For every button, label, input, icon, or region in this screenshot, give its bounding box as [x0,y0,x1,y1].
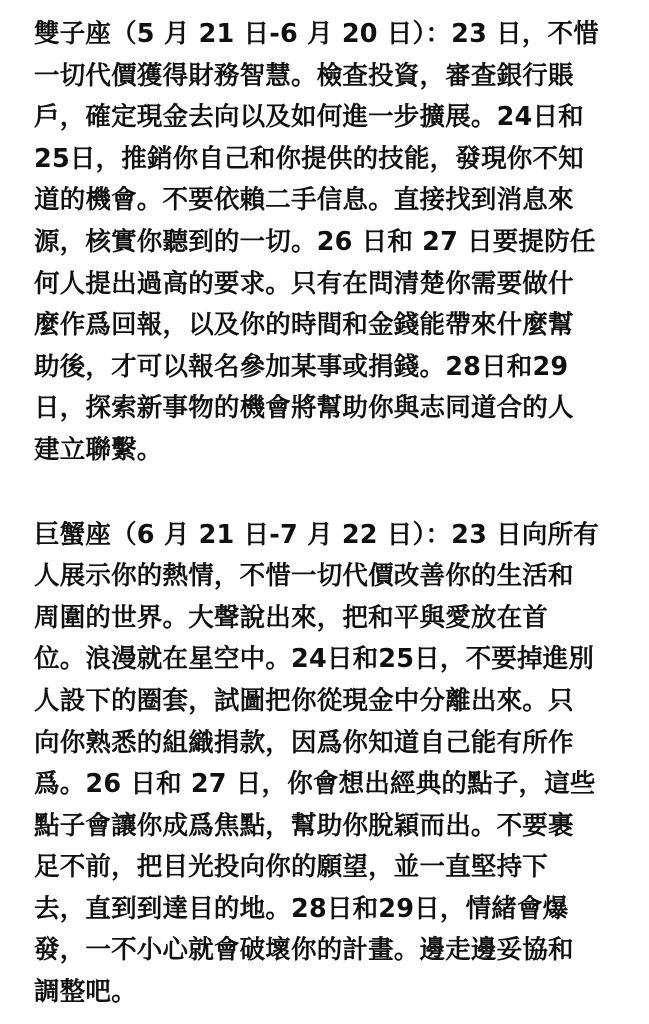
text-line: 日，探索新事物的機會將幫助你與志同道合的人 [34,393,574,424]
document-body [34,14,624,1014]
text-line: 點子會讓你成爲焦點，幫助你脫穎而出。不要裹 [34,810,574,841]
text-line: 戶，確定現金去向以及如何進一步擴展。24日和 [34,102,584,133]
text-line: 人設下的圈套，試圖把你從現金中分離出來。只 [34,685,574,716]
horoscope-cancer [34,515,624,1014]
text-line: 巨蟹座（6 月 21 日-7 月 22 日）：23 日向所有 [34,519,599,550]
horoscope-gemini [34,14,624,472]
text-line: 麼作爲回報，以及你的時間和金錢能帶來什麼幫 [34,310,574,341]
paragraph-gap [34,472,624,515]
text-line: 周圍的世界。大聲說出來，把和平與愛放在首 [34,602,549,633]
text-line: 足不前，把目光投向你的願望，並一直堅持下 [34,852,549,883]
text-line: 一切代價獲得財務智慧。檢查投資，審查銀行賬 [34,60,574,91]
text-line: 去，直到到達目的地。28日和29日，情緒會爆 [34,893,569,924]
text-line: 位。浪漫就在星空中。24日和25日，不要掉進別 [34,644,595,675]
text-line: 建立聯繫。 [34,434,163,465]
text-line: 助後，才可以報名參加某事或捐錢。28日和29 [34,351,569,382]
text-line: 向你熟悉的組織捐款，因爲你知道自己能有所作 [34,727,574,758]
text-line: 源，核實你聽到的一切。26 日和 27 日要提防任 [34,226,596,257]
text-line: 調整吧。 [34,977,137,1008]
text-line: 道的機會。不要依賴二手信息。直接找到消息來 [34,185,574,216]
text-line: 雙子座（5 月 21 日-6 月 20 日）：23 日，不惜 [34,19,599,49]
text-line: 人展示你的熱情，不惜一切代價改善你的生活和 [34,561,574,592]
text-line: 爲。26 日和 27 日，你會想出經典的點子，這些 [34,769,596,800]
text-line: 何人提出過高的要求。只有在問清楚你需要做什 [34,268,574,299]
text-line: 25日，推銷你自己和你提供的技能，發現你不知 [34,143,584,174]
text-line: 發，一不小心就會破壞你的計畫。邊走邊妥協和 [34,935,574,966]
